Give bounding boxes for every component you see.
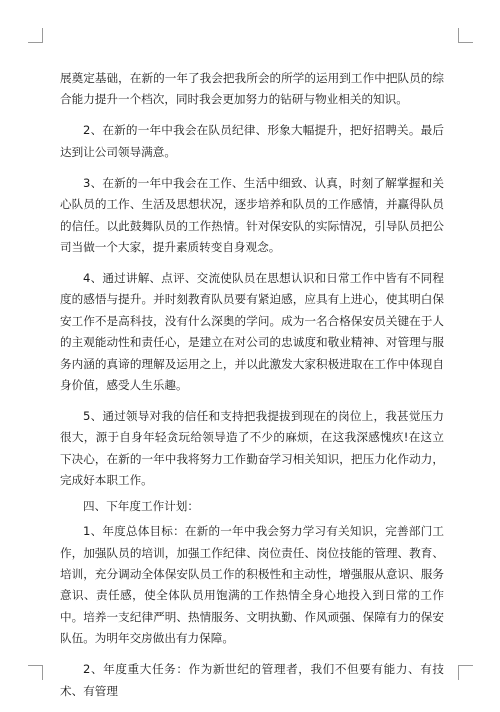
crop-mark-bottom-left xyxy=(28,665,43,680)
paragraph-item-4: 4、通过讲解、点评、交流使队员在思想认识和日常工作中皆有不同程度的感悟与提升。并时刻教育队员要有紧迫感，应具有上进心，使其明白保安工作不是高科技，没有什么深奥的学问。成为一名合格保安员关键在于人的主观能动性和责任心，是建立在对公司的忠诚度和敬业精神、对管理与服务内涵的真谛的理解及运用之上，并以此激发大家积极进取在工作中体现自身价值，感受人生乐趣。 xyxy=(60,271,444,393)
document-body xyxy=(60,68,444,712)
paragraph-plan-1: 1、年度总体目标：在新的一年中我会努力学习有关知识，完善部门工作，加强队员的培训，加强工作纪律、岗位责任、岗位技能的管理、教育、培训，充分调动全体保安队员工作的积极性和主动性，增强服从意识、服务意识、责任感，使全体队员用饱满的工作热情全身心地投入到日常的工作中。培养一支纪律严明、热情服务、文明执勤、作风顽强、保障有力的保安队伍。为明年交房做出有力保障。 xyxy=(60,524,444,646)
crop-mark-top-left xyxy=(28,28,43,43)
paragraph-plan-2: 2、年度重大任务：作为新世纪的管理者，我们不但要有能力、有技术、有管理 xyxy=(60,662,444,698)
paragraph-item-5: 5、通过领导对我的信任和支持把我提拔到现在的岗位上，我甚觉压力很大，源于自身年轻贪玩给领导造了不少的麻烦，在这我深感愧疚!在这立下决心，在新的一年中我将努力工作勤奋学习相关知识，把压力化作动力，完成好本职工作。 xyxy=(60,409,444,488)
section-heading-plan: 四、下年度工作计划： xyxy=(83,498,199,513)
crop-mark-bottom-right xyxy=(458,665,473,680)
paragraph-item-2: 2、在新的一年中我会在队员纪律、形象大幅提升，把好招聘关。最后达到让公司领导满意。 xyxy=(60,123,444,159)
paragraph-continuation: 展奠定基础，在新的一年了我会把我所会的所学的运用到工作中把队员的综合能力提升一个档次，同时我会更加努力的钻研与物业相关的知识。 xyxy=(60,71,444,107)
crop-mark-top-right xyxy=(458,28,473,43)
paragraph-item-3: 3、在新的一年中我会在工作、生活中细致、认真，时刻了解掌握和关心队员的工作、生活及思想状况，逐步培养和队员的工作感情，并赢得队员的信任。以此鼓舞队员的工作热情。针对保安队的实际情况，引导队员把公司当做一个大家，提升素质转变自身观念。 xyxy=(60,175,444,255)
